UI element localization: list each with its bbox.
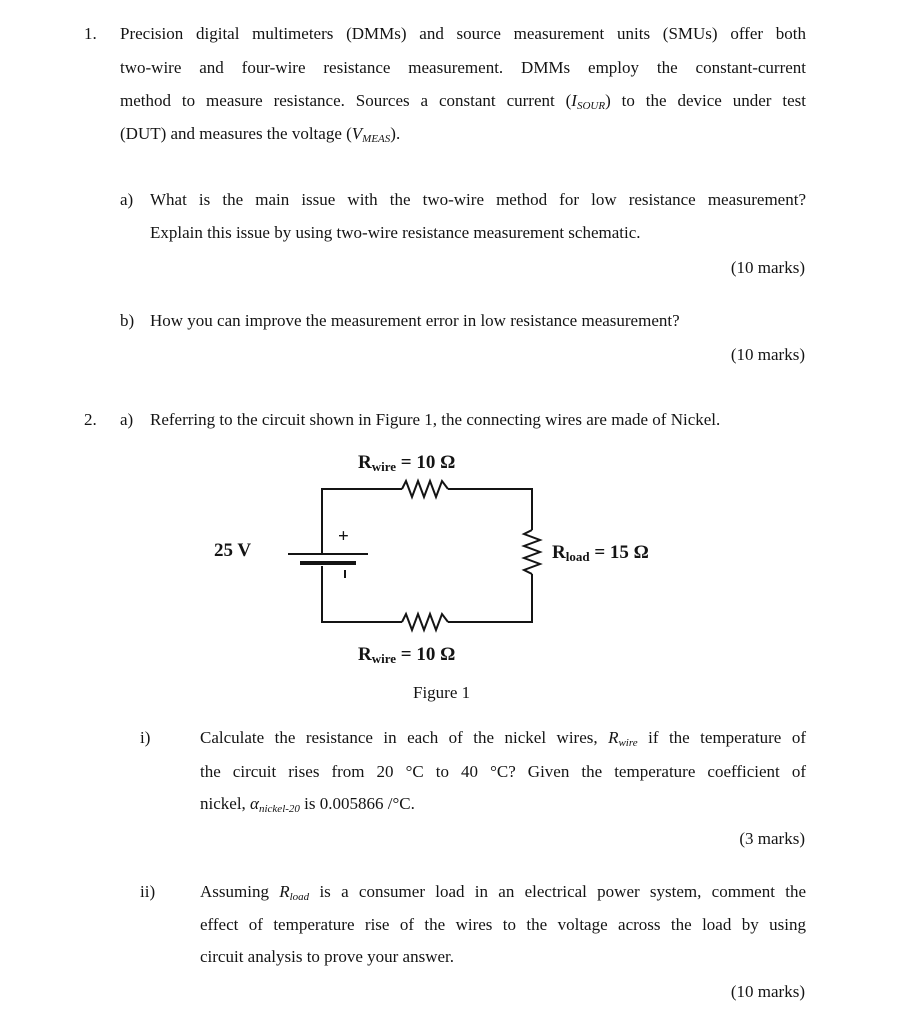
question-1-line-1: Precision digital multimeters (DMMs) and source measurement units (SMUs) offer both bbox=[120, 24, 806, 43]
figure-caption: Figure 1 bbox=[413, 683, 471, 702]
v-meas-subscript: MEAS bbox=[362, 133, 391, 145]
load-resistor bbox=[524, 530, 540, 574]
question-1-line-3-text-b: ) to the device under test bbox=[605, 91, 806, 110]
q2i-marks: (3 marks) bbox=[739, 829, 805, 848]
r-load-subscript: load bbox=[565, 549, 590, 564]
i-sour-symbol: I bbox=[571, 91, 577, 110]
top-r-wire-label bbox=[358, 452, 455, 475]
q2a-label: a) bbox=[120, 410, 134, 429]
q2ii-line-1-text-a: Assuming bbox=[200, 882, 280, 901]
bottom-r-wire-subscript: wire bbox=[371, 651, 397, 666]
bottom-r-wire-value: = 10 Ω bbox=[396, 644, 456, 665]
i-sour-subscript: SOUR bbox=[576, 100, 606, 112]
question-2-number: 2. bbox=[84, 410, 97, 429]
top-wire-right bbox=[448, 489, 532, 530]
q2i-line-3-text-b: is 0.005866 /°C. bbox=[299, 794, 415, 813]
r-load-symbol: R bbox=[279, 882, 290, 901]
r-wire-symbol: R bbox=[608, 728, 619, 747]
bottom-wire-resistor bbox=[402, 614, 448, 630]
source-voltage-label: 25 V bbox=[214, 540, 252, 561]
r-load-inline-subscript: load bbox=[289, 891, 310, 903]
q1b-label: b) bbox=[120, 311, 135, 330]
alpha-symbol: α bbox=[250, 794, 259, 813]
q1a-line-1: What is the main issue with the two-wire method for low resistance measurement? bbox=[150, 190, 806, 209]
bottom-wire-left bbox=[322, 566, 402, 622]
top-r-symbol: R bbox=[358, 452, 372, 473]
q2ii-line-3: circuit analysis to prove your answer. bbox=[200, 947, 454, 966]
bottom-r-symbol: R bbox=[358, 644, 372, 665]
bottom-r-wire-label bbox=[358, 644, 455, 667]
q2i-line-1 bbox=[200, 728, 806, 753]
q2ii-marks: (10 marks) bbox=[730, 982, 805, 1001]
q2ii-line-2: effect of temperature rise of the wires to the voltage across the load by using bbox=[200, 915, 806, 934]
q2i-line-1-text-a: Calculate the resistance in each of the nickel wires, bbox=[200, 728, 609, 747]
question-1-line-4-text-a: (DUT) and measures the voltage ( bbox=[120, 124, 352, 143]
q2i-line-1-text-b: if the temperature of bbox=[637, 728, 806, 747]
q2a-line-1: Referring to the circuit shown in Figure 1, the connecting wires are made of Nickel. bbox=[150, 410, 721, 429]
load-r-symbol: R bbox=[552, 542, 566, 563]
q1a-line-2: Explain this issue by using two-wire resistance measurement schematic. bbox=[150, 223, 641, 242]
q2i-line-2: the circuit rises from 20 °C to 40 °C? Given the temperature coefficient of bbox=[200, 762, 806, 781]
q2i-line-3 bbox=[200, 794, 415, 819]
top-wire bbox=[322, 489, 402, 555]
q1a-marks: (10 marks) bbox=[730, 258, 805, 277]
q2i-line-3-text-a: nickel, bbox=[200, 794, 251, 813]
top-r-wire-subscript: wire bbox=[371, 459, 397, 474]
battery-plus-sign: + bbox=[338, 526, 349, 547]
q1b-marks: (10 marks) bbox=[730, 345, 805, 364]
question-1-number: 1. bbox=[84, 24, 97, 43]
question-1-line-3-text-a: method to measure resistance. Sources a constant current ( bbox=[120, 91, 572, 110]
v-meas-symbol: V bbox=[351, 124, 363, 143]
r-load-label bbox=[552, 542, 649, 565]
q1a-label: a) bbox=[120, 190, 134, 209]
q2ii-label: ii) bbox=[140, 882, 156, 901]
question-1-line-4-text-b: ). bbox=[390, 124, 401, 143]
q2i-label: i) bbox=[140, 728, 151, 747]
q2ii-line-1-text-b: is a consumer load in an electrical power system, comment the bbox=[309, 882, 806, 901]
top-r-wire-value: = 10 Ω bbox=[396, 452, 456, 473]
question-1-line-2: two-wire and four-wire resistance measurement. DMMs employ the constant-current bbox=[120, 58, 806, 77]
alpha-subscript: nickel-20 bbox=[258, 803, 300, 815]
q2ii-line-1 bbox=[200, 882, 806, 907]
q1b-line-1: How you can improve the measurement error in low resistance measurement? bbox=[150, 311, 680, 330]
top-wire-resistor bbox=[402, 481, 448, 497]
r-load-value: = 15 Ω bbox=[589, 542, 649, 563]
right-wire-bottom bbox=[448, 574, 532, 622]
r-wire-subscript: wire bbox=[618, 737, 638, 749]
